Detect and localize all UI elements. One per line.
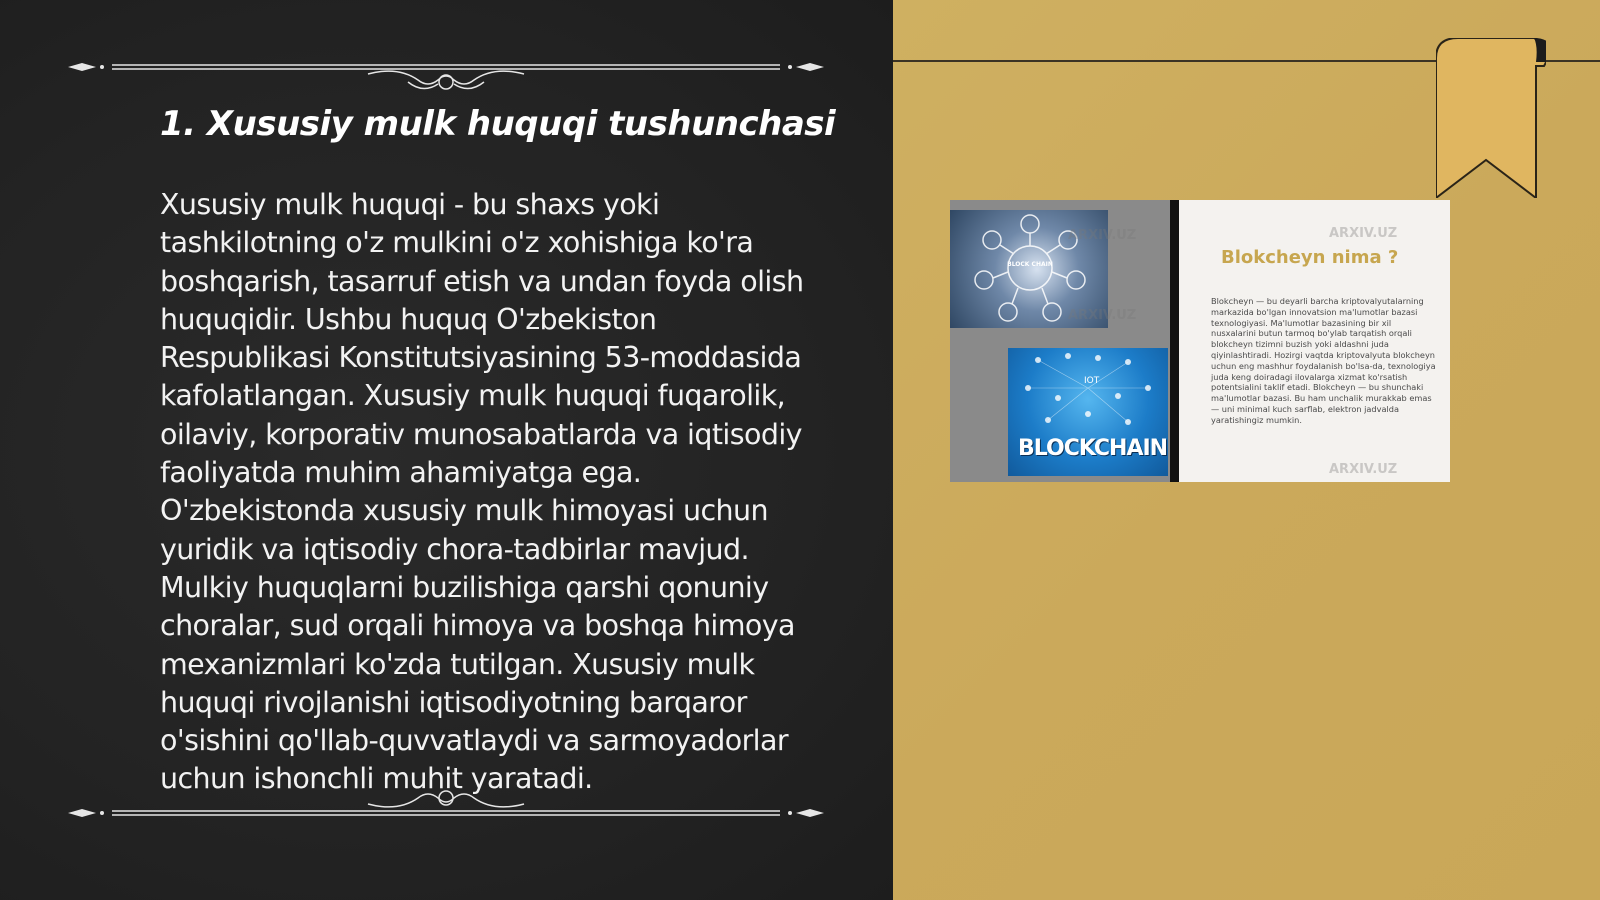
document-body: Blokcheyn — bu deyarli barcha kriptovalyutalarning markazida bo'lgan innovatsion ma'lumotlar bazasi texnologiyasi. Ma'lumotlar bazasining bir xil nusxalarini butun tarmoq bo'ylab tarqatish orqali blokcheyn tizimni buzish yoki aldashni juda qiyinlashtiradi. Hozirgi vaqtda kriptovalyuta blokcheyn uchun eng mashhur foydalanish bo'lsa-da, texnologiya juda keng doiradagi ilovalarga xizmat ko'rsatish potentsialini taklif etadi. Blokcheyn — bu shunchaki ma'lumotlar bazasi. Bu ham unchalik murakkab emas — uni minimal kuch sarflab, elektron jadvalda yaratishingiz mumkin.: [1211, 296, 1436, 425]
blockchain-iot-picture: [1008, 348, 1168, 476]
image-divider: [1170, 200, 1179, 482]
slide-body-text: Xususiy mulk huquqi - bu shaxs yoki tashkilotning o'z mulkini o'z xohishiga ko'ra boshqarish, tasarruf etish va undan foyda olish huquqidir. Ushbu huquq O'zbekiston Respublikasi Konstitutsiyasining 53-moddasida kafolatlangan. Xususiy mulk huquqi fuqarolik, oilaviy, korporativ munosabatlarda va iqtisodiy faoliyatda muhim ahamiyatga ega. O'zbekistonda xususiy mulk himoyasi uchun yuridik va iqtisodiy chora-tadbirlar mavjud. Mulkiy huquqlarni buzilishiga qarshi qonuniy choralar, sud orqali himoya va boshqa himoya mexanizmlari ko'zda tutilgan. Xususiy mulk huquqi rivojlanishi iqtisodiyotning barqaror o'sishini qo'llab-quvvatlaydi va sarmoyadorlar uchun ishonchli muhit yaratadi.: [160, 188, 804, 796]
watermark-text: ARXIV.UZ: [1329, 226, 1398, 241]
blockchain-image: [950, 200, 1450, 482]
bookmark-ribbon-icon: [1436, 38, 1546, 198]
document-title: Blokcheyn nima ?: [1221, 247, 1399, 268]
hub-label: BLOCK CHAIN: [1007, 261, 1053, 268]
blockchain-label: BLOCKCHAIN: [1018, 436, 1168, 461]
blockchain-document: [1179, 200, 1450, 482]
top-ornament-divider: [68, 44, 824, 94]
watermark-text: ARXIV.UZ: [1068, 228, 1137, 243]
blockchain-collage: [950, 200, 1170, 482]
slide-title: 1. Xususiy mulk huquqi tushunchasi: [160, 104, 836, 144]
watermark-text: ARXIV.UZ: [1068, 308, 1137, 323]
watermark-text: ARXIV.UZ: [1329, 462, 1398, 477]
iot-label: IOT: [1084, 376, 1100, 386]
